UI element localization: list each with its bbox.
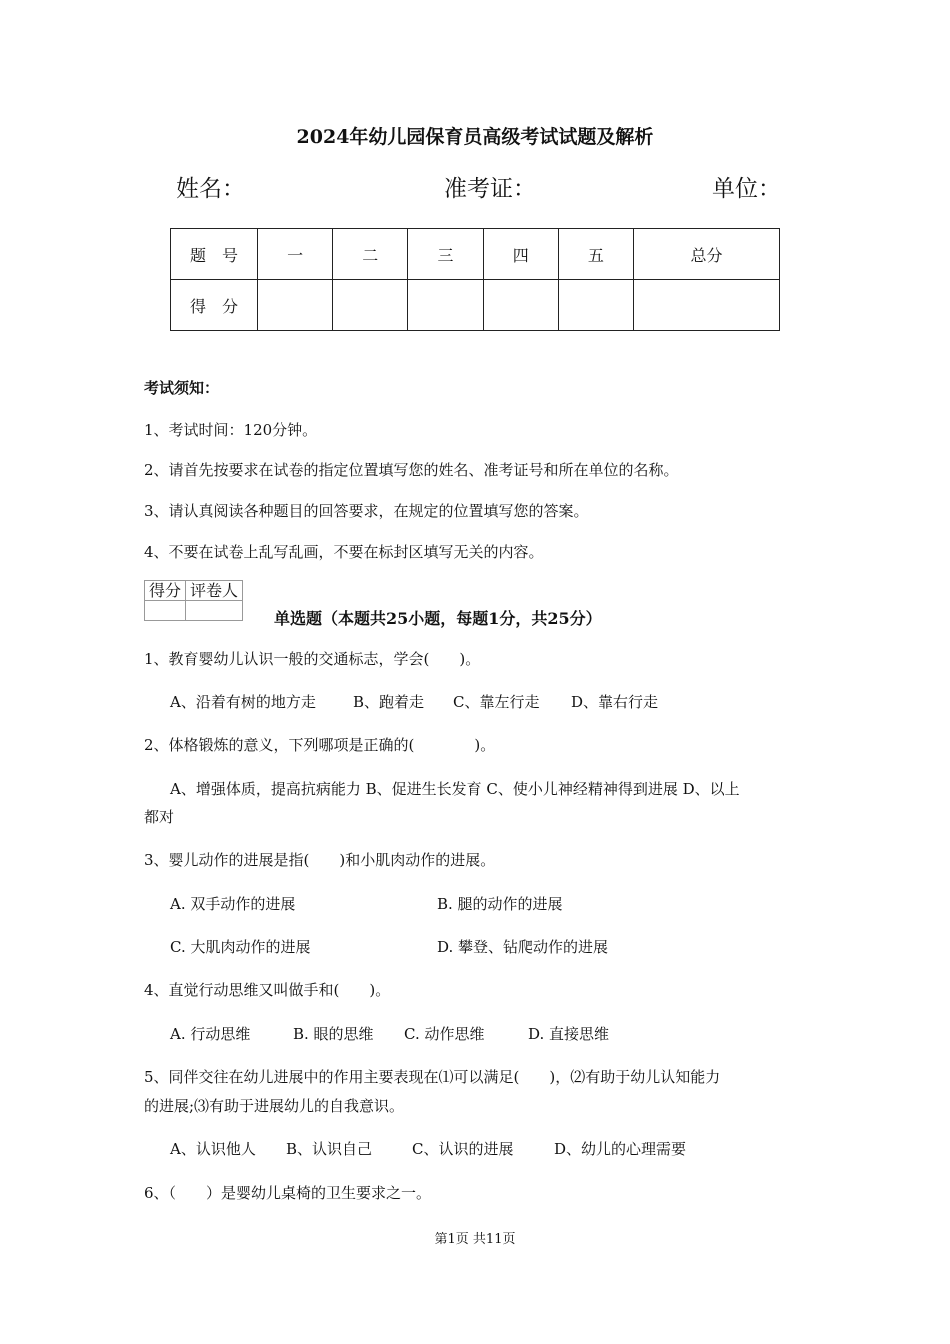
score-cell[interactable]	[408, 280, 483, 331]
option-c: C. 大肌肉动作的进展	[170, 938, 311, 956]
score-table-header-cell: 总分	[634, 229, 780, 280]
option-b: B、跑着走	[353, 693, 425, 711]
score-table-header-cell: 题 号	[171, 229, 258, 280]
option-c: C. 动作思维	[404, 1025, 485, 1043]
question-stem: 3、婴儿动作的进展是指( )和小肌肉动作的进展。	[144, 851, 496, 869]
score-table-header-row	[171, 229, 780, 280]
notice-item: 3、请认真阅读各种题目的回答要求，在规定的位置填写您的答案。	[144, 502, 589, 520]
grader-box-score-cell[interactable]	[145, 601, 186, 621]
option-b: B. 眼的思维	[293, 1025, 374, 1043]
question-stem: 1、教育婴幼儿认识一般的交通标志，学会( )。	[144, 650, 481, 668]
question-options: A、增强体质，提高抗病能力 B、促进生长发育 C、使小儿神经精神得到进展 D、以上	[170, 780, 740, 798]
score-cell[interactable]	[634, 280, 780, 331]
question-stem: 4、直觉行动思维又叫做手和( )。	[144, 981, 391, 999]
score-cell[interactable]	[333, 280, 408, 331]
score-cell[interactable]	[483, 280, 558, 331]
grader-box-grader-cell[interactable]	[186, 601, 243, 621]
page-footer: 第1页 共11页	[434, 1232, 516, 1247]
unit-field-label: 单位：	[712, 176, 781, 202]
score-table	[170, 228, 780, 331]
score-table-score-row	[171, 280, 780, 331]
question-stem-continued: 的进展;⑶有助于进展幼儿的自我意识。	[144, 1097, 405, 1115]
notice-item: 1、考试时间：120分钟。	[144, 421, 318, 439]
option-d: D. 攀登、钻爬动作的进展	[437, 938, 609, 956]
score-cell[interactable]	[258, 280, 333, 331]
page-title: 2024年幼儿园保育员高级考试试题及解析	[296, 126, 654, 148]
grader-box-grader-label: 评卷人	[186, 581, 243, 601]
option-b: B. 腿的动作的进展	[437, 895, 563, 913]
question-stem: 2、体格锻炼的意义，下列哪项是正确的( )。	[144, 736, 496, 754]
question-stem: 6、（ ）是婴幼儿桌椅的卫生要求之一。	[144, 1184, 432, 1202]
option-a: A. 行动思维	[170, 1025, 251, 1043]
score-table-score-label: 得 分	[171, 280, 258, 331]
option-c: C、靠左行走	[453, 693, 540, 711]
option-d: D、靠右行走	[571, 693, 659, 711]
option-d: D、幼儿的心理需要	[554, 1140, 687, 1158]
name-field-label: 姓名：	[176, 176, 245, 202]
grader-box-score-label: 得分	[145, 581, 186, 601]
question-options-continued: 都对	[144, 808, 175, 826]
score-table-header-cell: 三	[408, 229, 483, 280]
notice-item: 2、请首先按要求在试卷的指定位置填写您的姓名、准考证号和所在单位的名称。	[144, 461, 679, 479]
score-table-header-cell: 二	[333, 229, 408, 280]
section-title: 单选题（本题共25小题，每题1分，共25分）	[274, 609, 602, 628]
option-a: A、沿着有树的地方走	[170, 693, 316, 711]
option-d: D. 直接思维	[528, 1025, 610, 1043]
grader-box	[144, 580, 243, 621]
score-table-header-cell: 一	[258, 229, 333, 280]
option-a: A、认识他人	[170, 1140, 256, 1158]
question-stem: 5、同伴交往在幼儿进展中的作用主要表现在⑴可以满足( )，⑵有助于幼儿认知能力	[144, 1068, 721, 1086]
score-table-header-cell: 五	[558, 229, 633, 280]
option-c: C、认识的进展	[412, 1140, 514, 1158]
notice-heading: 考试须知：	[144, 379, 220, 397]
exam-id-field-label: 准考证：	[444, 176, 536, 202]
score-table-header-cell: 四	[483, 229, 558, 280]
option-b: B、认识自己	[286, 1140, 373, 1158]
notice-item: 4、不要在试卷上乱写乱画，不要在标封区填写无关的内容。	[144, 543, 544, 561]
option-a: A. 双手动作的进展	[170, 895, 296, 913]
score-cell[interactable]	[558, 280, 633, 331]
